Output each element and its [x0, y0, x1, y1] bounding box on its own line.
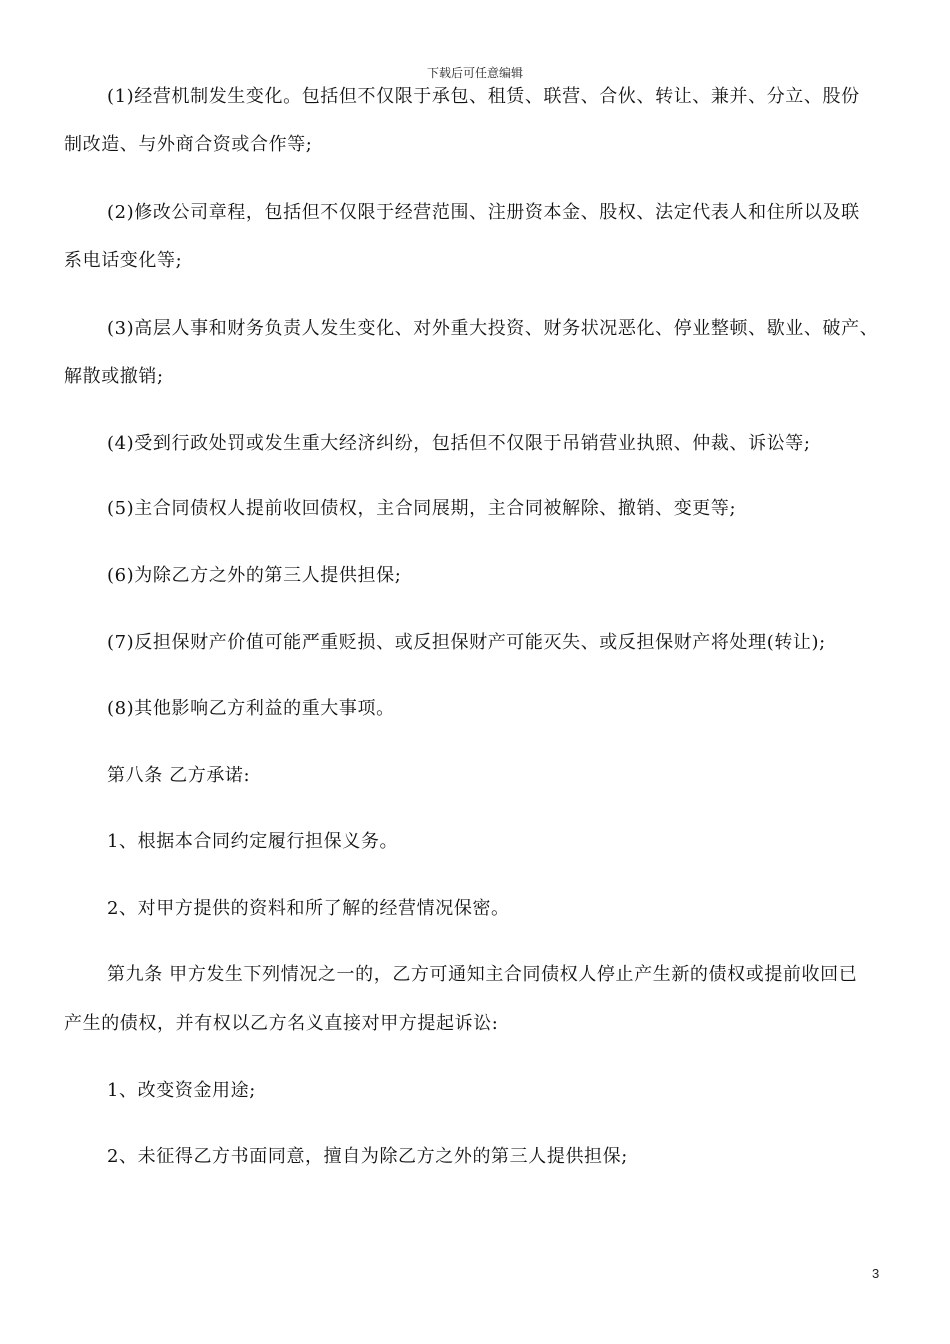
article-8-item-2: 2、对甲方提供的资料和所了解的经营情况保密。: [107, 898, 510, 919]
article-9-item-2: 2、未征得乙方书面同意，擅自为除乙方之外的第三人提供担保;: [107, 1146, 628, 1167]
article-9-item-1: 1、改变资金用途;: [107, 1080, 256, 1101]
article-8-title: 第八条 乙方承诺:: [107, 765, 251, 786]
page-number: 3: [872, 1266, 880, 1281]
paragraph-2-line-2: 系电话变化等;: [64, 250, 183, 271]
paragraph-1-line-2: 制改造、与外商合资或合作等;: [64, 134, 313, 155]
paragraph-4: (4)受到行政处罚或发生重大经济纠纷，包括但不仅限于吊销营业执照、仲裁、诉讼等;: [107, 433, 811, 454]
paragraph-7: (7)反担保财产价值可能严重贬损、或反担保财产可能灭失、或反担保财产将处理(转让);: [107, 632, 826, 653]
paragraph-8: (8)其他影响乙方利益的重大事项。: [107, 698, 395, 719]
article-8-item-1: 1、根据本合同约定履行担保义务。: [107, 831, 399, 852]
paragraph-2-line-1: (2)修改公司章程，包括但不仅限于经营范围、注册资本金、股权、法定代表人和住所以及联: [107, 202, 860, 223]
paragraph-1-line-1: (1)经营机制发生变化。包括但不仅限于承包、租赁、联营、合伙、转让、兼并、分立、股份: [107, 86, 860, 107]
article-9-line-2: 产生的债权，并有权以乙方名义直接对甲方提起诉讼:: [64, 1013, 499, 1034]
paragraph-3-line-1: (3)高层人事和财务负责人发生变化、对外重大投资、财务状况恶化、停业整顿、歇业、破产、: [107, 318, 879, 339]
article-9-line-1: 第九条 甲方发生下列情况之一的，乙方可通知主合同债权人停止产生新的债权或提前收回已: [107, 964, 858, 985]
page-header-note: 下载后可任意编辑: [426, 66, 523, 80]
paragraph-3-line-2: 解散或撤销;: [64, 366, 164, 387]
paragraph-5: (5)主合同债权人提前收回债权，主合同展期，主合同被解除、撤销、变更等;: [107, 498, 737, 519]
paragraph-6: (6)为除乙方之外的第三人提供担保;: [107, 565, 402, 586]
